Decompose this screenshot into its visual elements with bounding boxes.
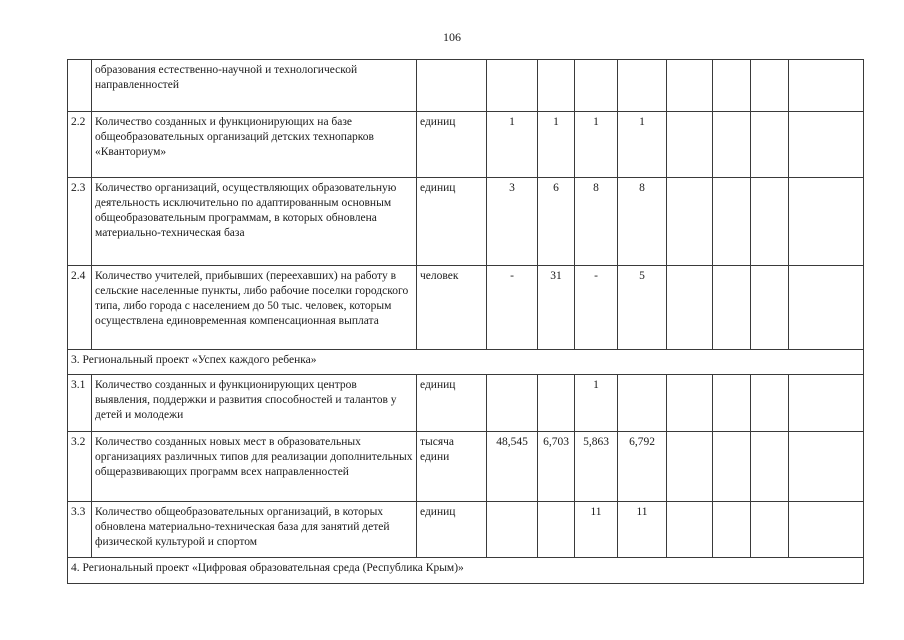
value-cell: 8 <box>618 178 667 266</box>
table-row <box>68 112 864 178</box>
empty-cell <box>713 266 751 350</box>
table-row <box>68 432 864 502</box>
row-number: 2.3 <box>68 178 92 266</box>
empty-cell <box>667 266 713 350</box>
indicator-name: Количество созданных и функционирующих центров выявления, поддержки и развития способностей и талантов у детей и молодежи <box>92 375 417 432</box>
value-cell <box>575 60 618 112</box>
table-row <box>68 266 864 350</box>
empty-cell <box>751 266 789 350</box>
table-row <box>68 178 864 266</box>
empty-cell <box>713 60 751 112</box>
row-number: 3.2 <box>68 432 92 502</box>
indicators-table <box>67 59 864 584</box>
empty-cell <box>713 375 751 432</box>
empty-cell <box>751 375 789 432</box>
empty-cell <box>751 112 789 178</box>
indicator-name: образования естественно-научной и технологической направленностей <box>92 60 417 112</box>
value-cell: 5,863 <box>575 432 618 502</box>
empty-cell <box>789 266 864 350</box>
empty-cell <box>667 60 713 112</box>
value-cell: 11 <box>575 502 618 558</box>
section-row <box>68 350 864 375</box>
value-cell: - <box>575 266 618 350</box>
value-cell: 6,792 <box>618 432 667 502</box>
row-number: 3.1 <box>68 375 92 432</box>
empty-cell <box>713 502 751 558</box>
empty-cell <box>667 432 713 502</box>
row-number: 2.4 <box>68 266 92 350</box>
indicator-name: Количество общеобразовательных организаций, в которых обновлена материально-техническая база для занятий детей физической культурой и спортом <box>92 502 417 558</box>
section-title: 4. Региональный проект «Цифровая образовательная среда (Республика Крым)» <box>68 558 864 584</box>
value-cell: 1 <box>487 112 538 178</box>
empty-cell <box>789 502 864 558</box>
value-cell: 5 <box>618 266 667 350</box>
unit-of-measure: единиц <box>417 502 487 558</box>
value-cell <box>538 502 575 558</box>
value-cell: 6 <box>538 178 575 266</box>
value-cell: 11 <box>618 502 667 558</box>
section-title: 3. Региональный проект «Успех каждого ребенка» <box>68 350 864 375</box>
empty-cell <box>713 112 751 178</box>
value-cell <box>538 60 575 112</box>
value-cell: 3 <box>487 178 538 266</box>
empty-cell <box>751 502 789 558</box>
table-row <box>68 60 864 112</box>
empty-cell <box>713 178 751 266</box>
unit-of-measure: тысяча едини <box>417 432 487 502</box>
value-cell <box>487 502 538 558</box>
empty-cell <box>751 432 789 502</box>
value-cell <box>618 60 667 112</box>
indicator-name: Количество учителей, прибывших (переехавших) на работу в сельские населенные пункты, либо рабочие поселки городского типа, либо города с населением до 50 тыс. человек, которым осуществлена единовременная компенсационная выплата <box>92 266 417 350</box>
value-cell: 6,703 <box>538 432 575 502</box>
value-cell: 31 <box>538 266 575 350</box>
row-number: 3.3 <box>68 502 92 558</box>
unit-of-measure <box>417 60 487 112</box>
value-cell: - <box>487 266 538 350</box>
value-cell: 1 <box>618 112 667 178</box>
unit-of-measure: единиц <box>417 178 487 266</box>
empty-cell <box>667 375 713 432</box>
unit-of-measure: единиц <box>417 375 487 432</box>
empty-cell <box>667 502 713 558</box>
value-cell <box>487 60 538 112</box>
value-cell: 1 <box>538 112 575 178</box>
unit-of-measure: единиц <box>417 112 487 178</box>
value-cell: 8 <box>575 178 618 266</box>
unit-of-measure: человек <box>417 266 487 350</box>
empty-cell <box>789 178 864 266</box>
empty-cell <box>789 432 864 502</box>
indicator-name: Количество созданных новых мест в образовательных организациях различных типов для реализации дополнительных общеразвивающих программ всех направленностей <box>92 432 417 502</box>
value-cell: 48,545 <box>487 432 538 502</box>
row-number <box>68 60 92 112</box>
value-cell: 1 <box>575 112 618 178</box>
empty-cell <box>713 432 751 502</box>
empty-cell <box>751 60 789 112</box>
page-number: 106 <box>443 30 461 44</box>
empty-cell <box>789 112 864 178</box>
empty-cell <box>751 178 789 266</box>
section-row <box>68 558 864 584</box>
indicator-name: Количество созданных и функционирующих на базе общеобразовательных организаций детских технопарков «Кванториум» <box>92 112 417 178</box>
value-cell <box>538 375 575 432</box>
value-cell <box>618 375 667 432</box>
row-number: 2.2 <box>68 112 92 178</box>
empty-cell <box>789 60 864 112</box>
empty-cell <box>667 178 713 266</box>
value-cell: 1 <box>575 375 618 432</box>
value-cell <box>487 375 538 432</box>
empty-cell <box>789 375 864 432</box>
indicator-name: Количество организаций, осуществляющих образовательную деятельность исключительно по адаптированным основным общеобразовательным программам, в которых обновлена материально-техническая база <box>92 178 417 266</box>
empty-cell <box>667 112 713 178</box>
table-row <box>68 375 864 432</box>
table-row <box>68 502 864 558</box>
